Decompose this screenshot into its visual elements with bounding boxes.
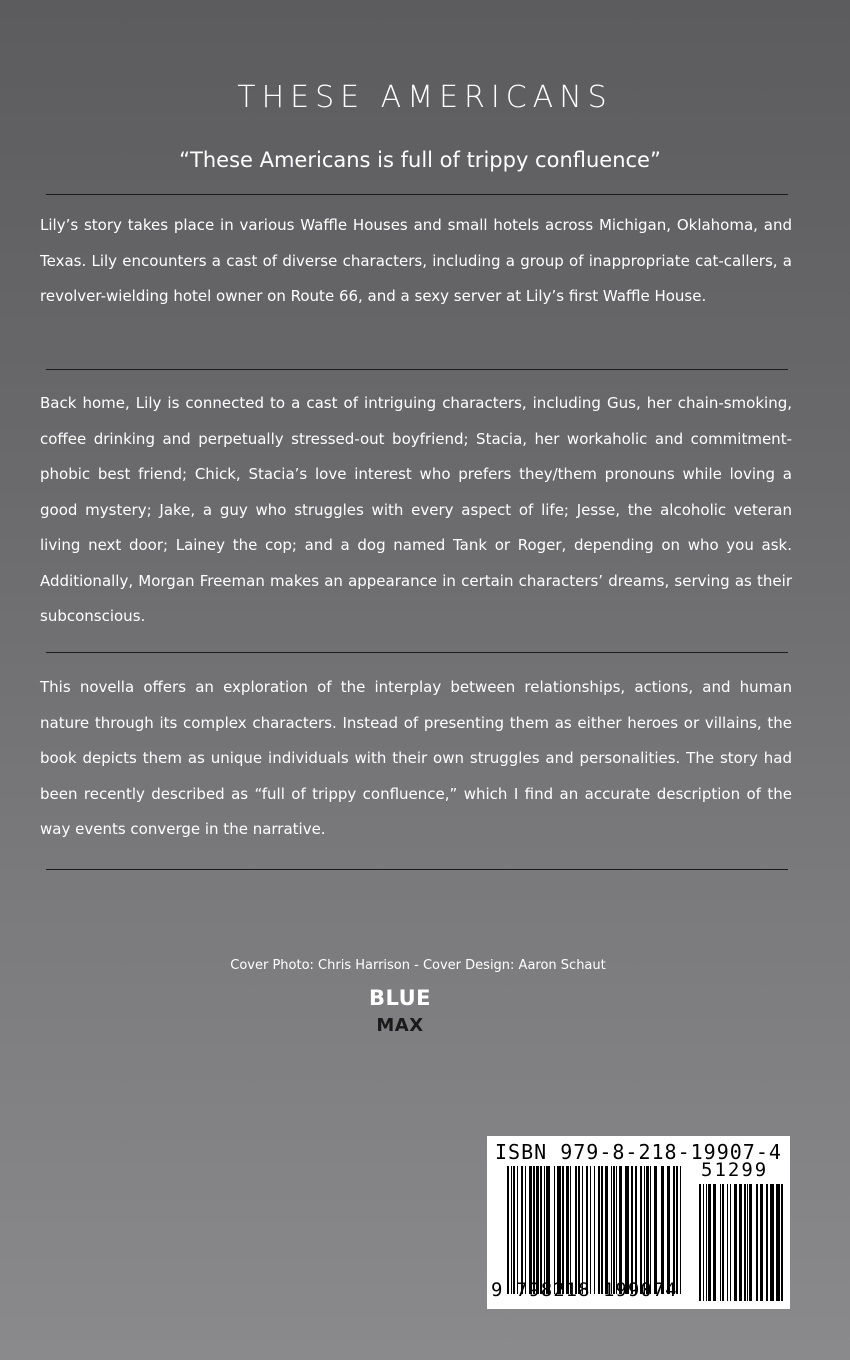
barcode-bar (507, 1166, 509, 1294)
barcode-bar (646, 1166, 649, 1294)
barcode-bar (525, 1166, 526, 1294)
barcode-bar (619, 1166, 622, 1294)
barcode-bar (511, 1166, 512, 1294)
barcode-bar (644, 1166, 645, 1294)
barcode-bar (720, 1184, 721, 1301)
barcode-bar (566, 1166, 569, 1294)
barcode-bar (517, 1166, 518, 1294)
barcode-bar (546, 1166, 550, 1294)
barcode-bar (601, 1166, 603, 1294)
barcode-bar (590, 1166, 591, 1294)
barcode-bar (706, 1184, 707, 1301)
barcode-bar (654, 1166, 657, 1294)
barcode-bar (699, 1184, 701, 1301)
barcode-bar (557, 1166, 561, 1294)
barcode-bar (536, 1166, 539, 1294)
publisher-logo-blue: BLUE (368, 986, 432, 1010)
barcode-bar (713, 1184, 716, 1301)
price-addon-number: 51299 (701, 1159, 769, 1181)
book-title: THESE AMERICANS (237, 80, 613, 115)
divider-4 (46, 869, 788, 870)
barcode-bar (708, 1184, 711, 1301)
tagline-quote: “These Americans is full of trippy confluence” (179, 148, 661, 172)
barcode-bar (625, 1166, 629, 1294)
barcode-bar (749, 1184, 752, 1301)
barcode-bar (766, 1184, 768, 1301)
barcode-bar (744, 1184, 746, 1301)
barcode-bar (722, 1184, 724, 1301)
barcode-bar (730, 1184, 731, 1301)
barcode-bar (582, 1166, 583, 1294)
barcode-bar (529, 1166, 532, 1294)
barcode-bar (586, 1166, 588, 1294)
publisher-logo-max: MAX (376, 1015, 424, 1036)
cover-credits: Cover Photo: Chris Harrison - Cover Design: Aaron Schaut (230, 958, 606, 973)
barcode-bar (776, 1184, 780, 1301)
barcode-bar (540, 1166, 542, 1294)
barcode-bar (727, 1184, 728, 1301)
barcode-bar (781, 1184, 783, 1301)
ean-number: 9 798218 199074 (491, 1279, 678, 1301)
barcode-bar (544, 1166, 545, 1294)
isbn-barcode (487, 1136, 790, 1309)
barcode-bar (747, 1184, 748, 1301)
barcode-bar (611, 1166, 612, 1294)
barcode-bar (667, 1166, 670, 1294)
barcode-bar (631, 1166, 633, 1294)
divider-1 (46, 194, 788, 195)
synopsis-paragraph-2: Back home, Lily is connected to a cast of intriguing characters, including Gus, her chain-smoking, coffee drinking and perpetually stressed-out boyfriend; Stacia, her workaholic and commitment-phobic best friend; Chick, Stacia’s love interest who prefers they/them pronouns while loving a good mystery; Jake, a guy who struggles with every aspect of life; Jesse, the alcoholic veteran living next door; Lainey the cop; and a dog named Tank or Roger, depending on who you ask. Additionally, Morgan Freeman makes an appearance in certain characters’ dreams, serving as their subconscious. (40, 394, 792, 625)
barcode-bar (680, 1166, 681, 1294)
barcode-bar (760, 1184, 763, 1301)
barcode-bar (770, 1184, 774, 1301)
divider-2 (46, 369, 788, 370)
barcode-bar (661, 1166, 664, 1294)
synopsis-paragraph-3: This novella offers an exploration of the interplay between relationships, actions, and human nature through its complex characters. Instead of presenting them as either heroes or villains, the book depicts them as unique individuals with their own struggles and personalities. The story had been recently described as “full of trippy confluence,” which I find an accurate description of the way events converge in the narrative. (40, 678, 792, 838)
barcode-bar (533, 1166, 535, 1294)
barcode-bar (650, 1166, 651, 1294)
divider-3 (46, 652, 788, 653)
barcode-bar (613, 1166, 615, 1294)
barcode-bar (734, 1184, 737, 1301)
synopsis-paragraph-1: Lily’s story takes place in various Waffle Houses and small hotels across Michigan, Oklahoma, and Texas. Lily encounters a cast of diverse characters, including a group of inappropriate cat-callers, a revolver-wielding hotel owner on Route 66, and a sexy server at Lily’s first Waffle House. (40, 216, 792, 305)
isbn-label: ISBN 979-8-218-19907-4 (495, 1140, 782, 1164)
barcode-bar (575, 1166, 577, 1294)
barcode-bar (554, 1166, 555, 1294)
barcode-bar (521, 1166, 523, 1294)
barcode-bar (578, 1166, 580, 1294)
barcode-bar (594, 1166, 595, 1294)
barcode-bar (756, 1184, 758, 1301)
barcode-bar (562, 1166, 564, 1294)
barcode-bar (598, 1166, 600, 1294)
barcode-bar (635, 1166, 637, 1294)
barcode-bar (513, 1166, 515, 1294)
barcode-bar (616, 1166, 617, 1294)
barcode-bar (570, 1166, 571, 1294)
barcode-bar (703, 1184, 704, 1301)
barcode-bar (673, 1166, 675, 1294)
barcode-bar (605, 1166, 608, 1294)
barcode-bar (739, 1184, 742, 1301)
barcode-bar (676, 1166, 678, 1294)
barcode-bar (640, 1166, 642, 1294)
